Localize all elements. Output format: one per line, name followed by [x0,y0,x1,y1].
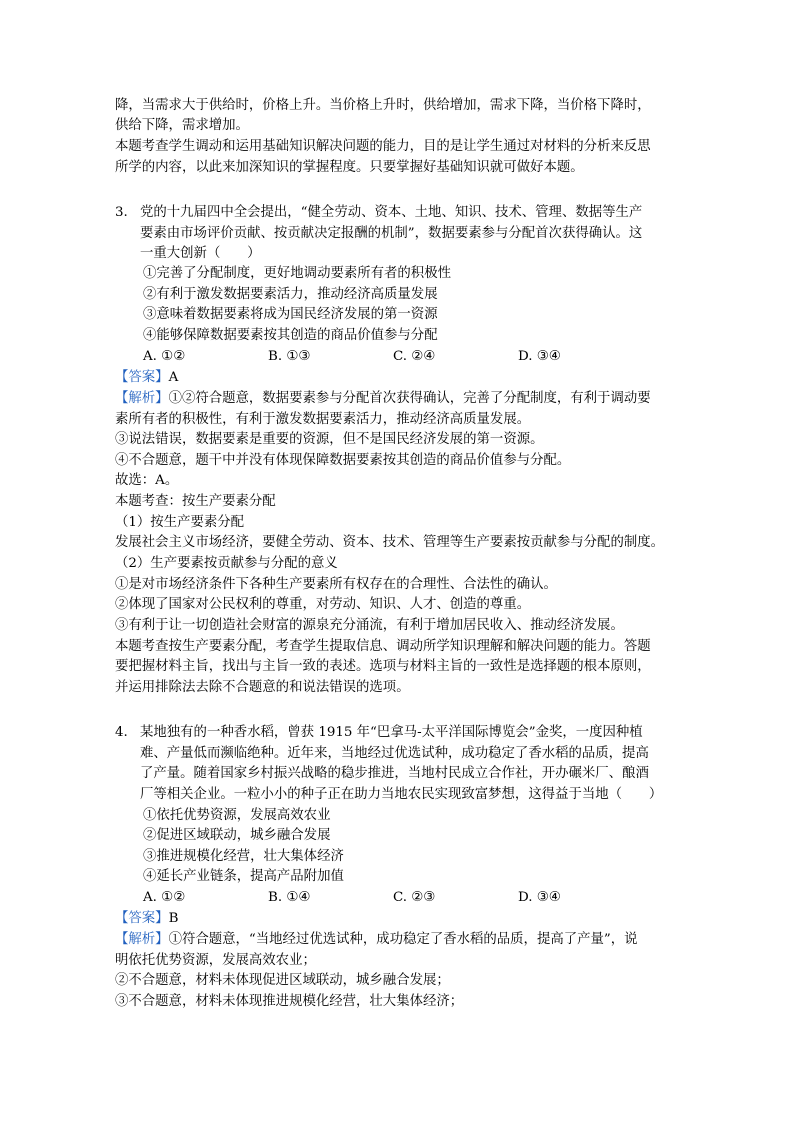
intro-line: 降，当需求大于供给时，价格上升。当价格上升时，供给增加，需求下降，当价格下降时， [115,98,651,113]
analysis-line [115,930,638,950]
question-number: 4. [115,725,128,740]
analysis-tag: 【解析】 [115,391,169,406]
analysis-line: ①是对市场经济条件下各种生产要素所有权存在的合理性、合法性的确认。 [115,577,557,592]
option-line: ③推进规模化经营，壮大集体经济 [143,849,344,864]
answer-value: A [168,370,179,385]
analysis-line: 故选：A。 [115,473,179,488]
answer-value: B [168,911,179,926]
choices-row [143,347,561,367]
question-stem-line: 难、产量低而濒临绝种。近年来，当地经过优选试种，成功稳定了香水稻的品质，提高 [140,746,649,761]
analysis-line: （2）生产要素按贡献参与分配的意义 [115,556,338,571]
analysis-line: 本题考查：按生产要素分配 [115,494,276,509]
answer-line [115,368,178,388]
analysis-line [115,389,651,409]
answer-tag: 【答案】 [115,911,169,926]
analysis-line: ③说法错误，数据要素是重要的资源，但不是国民经济发展的第一资源。 [115,432,544,447]
option-line: ④能够保障数据要素按其创造的商品价值参与分配 [143,328,438,343]
analysis-line: 本题考查按生产要素分配，考查学生提取信息、调动所学知识理解和解决问题的能力。答题 [115,639,651,654]
analysis-line: 素所有者的积极性，有利于激发数据要素活力，推动经济高质量发展。 [115,412,531,427]
analysis-line: （1）按生产要素分配 [115,515,245,530]
intro-line: 本题考查学生调动和运用基础知识解决问题的能力，目的是让学生通过对材料的分析来反思 [115,139,651,154]
analysis-tag: 【解析】 [115,932,169,947]
question-stem-line: 党的十九届四中全会提出，“健全劳动、资本、土地、知识、技术、管理、数据等生产 [140,205,643,220]
option-line: ②促进区域联动，城乡融合发展 [143,828,331,843]
option-line: ④延长产业链条，提高产品附加值 [143,869,344,884]
question-stem-line: 了产量。随着国家乡村振兴战略的稳步推进，当地村民成立合作社，开办碾米厂、酿酒 [140,766,649,781]
option-line: ①完善了分配制度，更好地调动要素所有者的积极性 [143,266,451,281]
choice-b: B. ①④ [268,890,311,905]
analysis-text: ①符合题意，“当地经过优选试种，成功稳定了香水稻的品质，提高了产量”，说 [168,932,638,947]
question-stem-line: 某地独有的一种香水稻，曾获 1915 年“巴拿马-太平洋国际博览会”金奖，一度因种植 [140,725,643,740]
answer-line [115,909,178,929]
intro-line: 供给下降，需求增加。 [115,118,249,133]
question-stem-line: 厂等相关企业。一粒小小的种子正在助力当地农民实现致富梦想，这得益于当地（ ） [140,787,663,802]
option-line: ③意味着数据要素将成为国民经济发展的第一资源 [143,307,438,322]
analysis-line: 明依托优势资源，发展高效农业； [115,953,316,968]
answer-tag: 【答案】 [115,370,169,385]
analysis-line: ④不合题意，题干中并没有体现保障数据要素按其创造的商品价值参与分配。 [115,453,571,468]
question-number: 3. [115,205,128,220]
question-stem-line: 一重大创新（ ） [140,246,261,261]
option-line: ②有利于激发数据要素活力，推动经济高质量发展 [143,287,438,302]
choices-row [143,888,561,908]
analysis-line: ③不合题意，材料未体现推进规模化经营，壮大集体经济； [115,994,464,1009]
option-line: ①依托优势资源，发展高效农业 [143,808,331,823]
choice-a: A. ①② [143,349,186,364]
analysis-line: 要把握材料主旨，找出与主旨一致的表述。选项与材料主旨的一致性是选择题的根本原则， [115,659,651,674]
choice-c: C. ②③ [393,890,436,905]
analysis-line: ③有利于让一切创造社会财富的源泉充分涌流，有利于增加居民收入、推动经济发展。 [115,618,624,633]
analysis-line: 并运用排除法去除不合题意的和说法错误的选项。 [115,680,410,695]
analysis-text: ①②符合题意，数据要素参与分配首次获得确认，完善了分配制度，有利于调动要 [168,391,651,406]
choice-d: D. ③④ [518,890,561,905]
analysis-line: 发展社会主义市场经济，要健全劳动、资本、技术、管理等生产要素按贡献参与分配的制度。 [115,535,665,550]
choice-d: D. ③④ [518,349,561,364]
choice-c: C. ②④ [393,349,436,364]
choice-b: B. ①③ [268,349,311,364]
intro-line: 所学的内容，以此来加深知识的掌握程度。只要掌握好基础知识就可做好本题。 [115,160,584,175]
choice-a: A. ①② [143,890,186,905]
question-stem-line: 要素由市场评价贡献、按贡献决定报酬的机制”，数据要素参与分配首次获得确认。这 [140,226,643,241]
analysis-line: ②不合题意，材料未体现促进区域联动，城乡融合发展； [115,973,450,988]
analysis-line: ②体现了国家对公民权利的尊重，对劳动、知识、人才、创造的尊重。 [115,597,531,612]
